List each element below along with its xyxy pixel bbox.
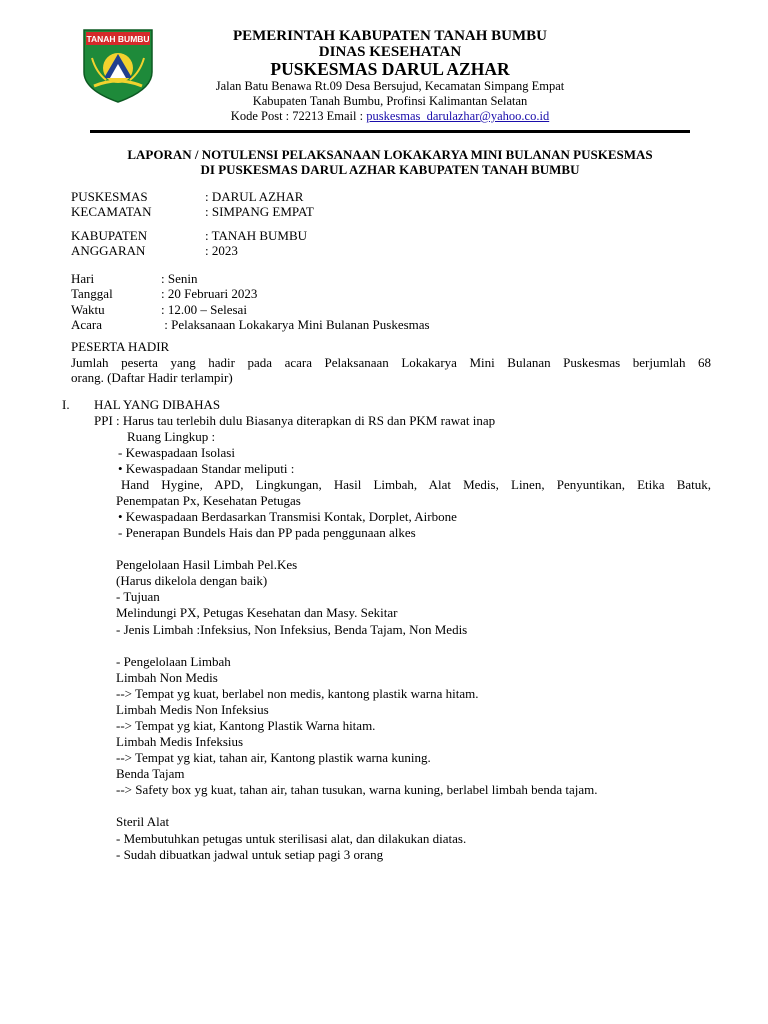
discussion-line: Ruang Lingkup : [127,429,216,444]
discussion-line: Steril Alat [116,814,170,829]
info-value: : TANAH BUMBU [205,228,308,243]
schedule-label: Hari [71,271,95,286]
section-number: I. [62,397,70,412]
discussion-line: Penempatan Px, Kesehatan Petugas [116,493,301,508]
info-label: KECAMATAN [71,204,152,220]
peserta-heading: PESERTA HADIR [71,339,170,354]
schedule-label: Waktu [71,301,105,317]
header-postal: Kode Post : 72213 Email : [230,109,367,123]
ppi-line: PPI : Harus tau terlebih dulu Biasanya diterapkan di RS dan PKM rawat inap [94,413,496,428]
discussion-line: - Membutuhkan petugas untuk sterilisasi alat, dan dilakukan diatas. [116,831,467,846]
header-email-link[interactable]: puskesmas_darulazhar@yahoo.co.id [366,109,550,123]
schedule-row [71,317,430,332]
discussion-line: • Kewaspadaan Standar meliputi : [118,461,295,476]
info-block [71,189,314,220]
info-value: : 2023 [205,243,238,259]
report-title-line-1: LAPORAN / NOTULENSI PELAKSANAAN LOKAKARYA MINI BULANAN PUSKESMAS [127,147,653,162]
discussion-line: - Sudah dibuatkan jadwal untuk setiap pagi 3 orang [116,847,384,862]
discussion-line: --> Safety box yg kuat, tahan air, tahan tusukan, warna kuning, berlabel limbah benda tajam. [116,782,598,797]
discussion-line: - Tujuan [116,589,160,604]
schedule-label: Acara [71,316,103,332]
discussion-line: --> Tempat yg kiat, Kantong Plastik Warna hitam. [116,718,376,733]
discussion-line: Limbah Medis Infeksius [116,734,244,749]
discussion-line: - Jenis Limbah :Infeksius, Non Infeksius, Benda Tajam, Non Medis [116,622,468,637]
letterhead [170,28,610,124]
info-label: KABUPATEN [71,228,148,243]
report-title [60,147,720,177]
report-title-line-2: DI PUSKESMAS DARUL AZHAR KABUPATEN TANAH BUMBU [200,162,580,177]
schedule-value: : 12.00 – Selesai [161,301,247,317]
schedule-value: : 20 Februari 2023 [161,286,258,302]
schedule-row [71,271,430,286]
peserta-text-line-2: orang. (Daftar Hadir terlampir) [71,370,233,385]
header-contact [170,109,610,124]
header-address-1: Jalan Batu Benawa Rt.09 Desa Bersujud, Kecamatan Simpang Empat [215,79,565,93]
discussion-line: Hand Hygine, APD, Lingkungan, Hasil Limbah, Alat Medis, Linen, Penyuntikan, Etika Batuk, [121,477,711,492]
schedule-block [71,271,430,332]
info-row [71,204,314,219]
section-heading: HAL YANG DIBAHAS [94,397,221,412]
peserta-text-line-1: Jumlah peserta yang hadir pada acara Pelaksanaan Lokakarya Mini Bulanan Puskesmas berjumlah 68 [71,355,711,370]
info-row [71,243,307,258]
discussion-line: Melindungi PX, Petugas Kesehatan dan Masy. Sekitar [116,605,398,620]
letterhead-divider [90,130,690,133]
header-puskesmas: PUSKESMAS DARUL AZHAR [270,59,510,79]
schedule-value: : Senin [161,271,198,286]
discussion-line: - Pengelolaan Limbah [116,654,231,669]
schedule-label: Tanggal [71,286,113,302]
discussion-line: Limbah Medis Non Infeksius [116,702,269,717]
info-row [71,189,314,204]
info-block-2 [71,228,307,259]
info-label: ANGGARAN [71,243,146,259]
header-government: PEMERINTAH KABUPATEN TANAH BUMBU [232,28,548,44]
discussion-line: Pengelolaan Hasil Limbah Pel.Kes [116,557,298,572]
tanah-bumbu-logo [80,28,156,104]
discussion-line: - Kewaspadaan Isolasi [118,445,235,460]
info-value: : SIMPANG EMPAT [205,204,314,220]
info-value: : DARUL AZHAR [205,189,304,204]
discussion-line: (Harus dikelola dengan baik) [116,573,268,588]
schedule-row [71,286,430,301]
discussion-line: • Kewaspadaan Berdasarkan Transmisi Kontak, Dorplet, Airbone [118,509,457,524]
info-label: PUSKESMAS [71,189,148,204]
info-row [71,228,307,243]
svg-text:TANAH BUMBU: TANAH BUMBU [86,34,150,44]
discussion-line: Benda Tajam [116,766,185,781]
schedule-value: : Pelaksanaan Lokakarya Mini Bulanan Puskesmas [161,316,430,332]
header-department: DINAS KESEHATAN [318,44,462,60]
schedule-row [71,302,430,317]
discussion-line: --> Tempat yg kiat, tahan air, Kantong plastik warna kuning. [116,750,431,765]
header-address-2: Kabupaten Tanah Bumbu, Profinsi Kalimantan Selatan [252,94,528,108]
discussion-line: --> Tempat yg kuat, berlabel non medis, kantong plastik warna hitam. [116,686,479,701]
discussion-line: - Penerapan Bundels Hais dan PP pada penggunaan alkes [118,525,416,540]
discussion-line: Limbah Non Medis [116,670,218,685]
